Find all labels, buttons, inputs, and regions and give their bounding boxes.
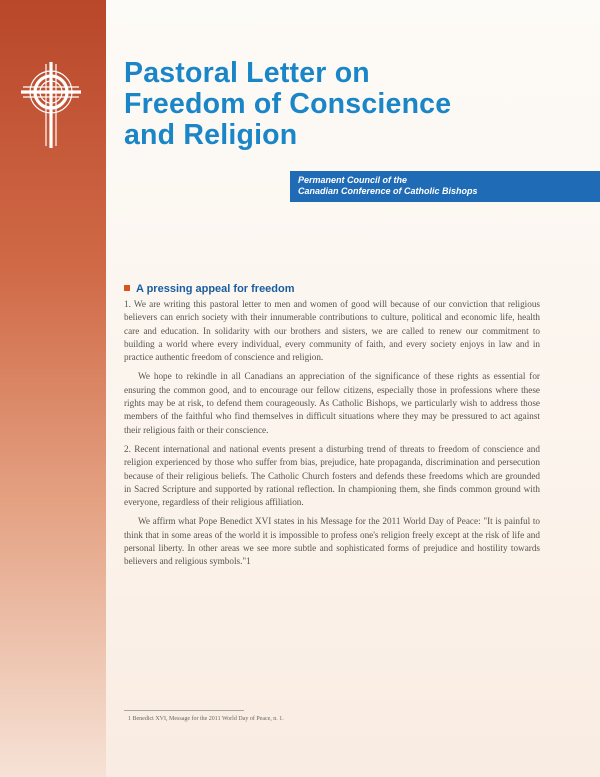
footnote: 1 Benedict XVI, Message for the 2011 World Day of Peace, n. 1. [128,716,284,722]
banner-line: Canadian Conference of Catholic Bishops [298,186,478,196]
paragraph: 2. Recent international and national events present a disturbing trend of threats to freedom of conscience and religion experienced by those who suffer from bias, prejudice, hate propaganda, discrimination and persecution because of their religious beliefs. The Catholic Church fosters and defends these freedoms which are grounded in Sacred Scripture and supported by rational reflection. In championing them, she finds common ground with everyone, regardless of their religious affiliation. [124,443,540,508]
paragraph: We hope to rekindle in all Canadians an appreciation of the significance of these rights as essential for ensuring the common good, and to encourage our fellow citizens, especially those in professions where these rights may be at risk, to defend them courageously. As Catholic Bishops, we particularly wish to address those members of the faithful who find themselves in difficult situations where they may be pressured to act against their religious faith or their conscience. [124,371,540,435]
title-line: Pastoral Letter on [124,57,370,89]
paragraph: We affirm what Pope Benedict XVI states in his Message for the 2011 World Day of Peace: "It is painful to think that in some areas of the world it is impossible to profess one's religion freely except at the risk of life and personal liberty. In other areas we see more subtle and sophisticated forms of prejudice and hostility towards believers and religious symbols."1 [124,516,540,567]
title-line: and Religion [124,119,298,151]
title-line: Freedom of Conscience [124,88,452,120]
banner-line: Permanent Council of the [298,175,408,185]
section-heading [124,283,295,295]
document-title [124,58,584,151]
paragraph: 1. We are writing this pastoral letter to men and women of good will because of our conviction that religious believers can enrich society with their innumerable contributions to culture, political and economic life, health care and education. In solidarity with our brothers and sisters, we are called to renew our commitment to building a world where every individual, every community of faith, and every society enjoys in law and in practice authentic freedom of conscience and religion. [124,299,540,363]
letter-body [124,298,540,575]
section-heading-text: A pressing appeal for freedom [136,283,295,295]
square-bullet-icon [124,285,130,291]
author-banner [290,171,600,202]
footnote-divider [124,710,244,711]
cross-in-circle-icon [18,60,88,150]
